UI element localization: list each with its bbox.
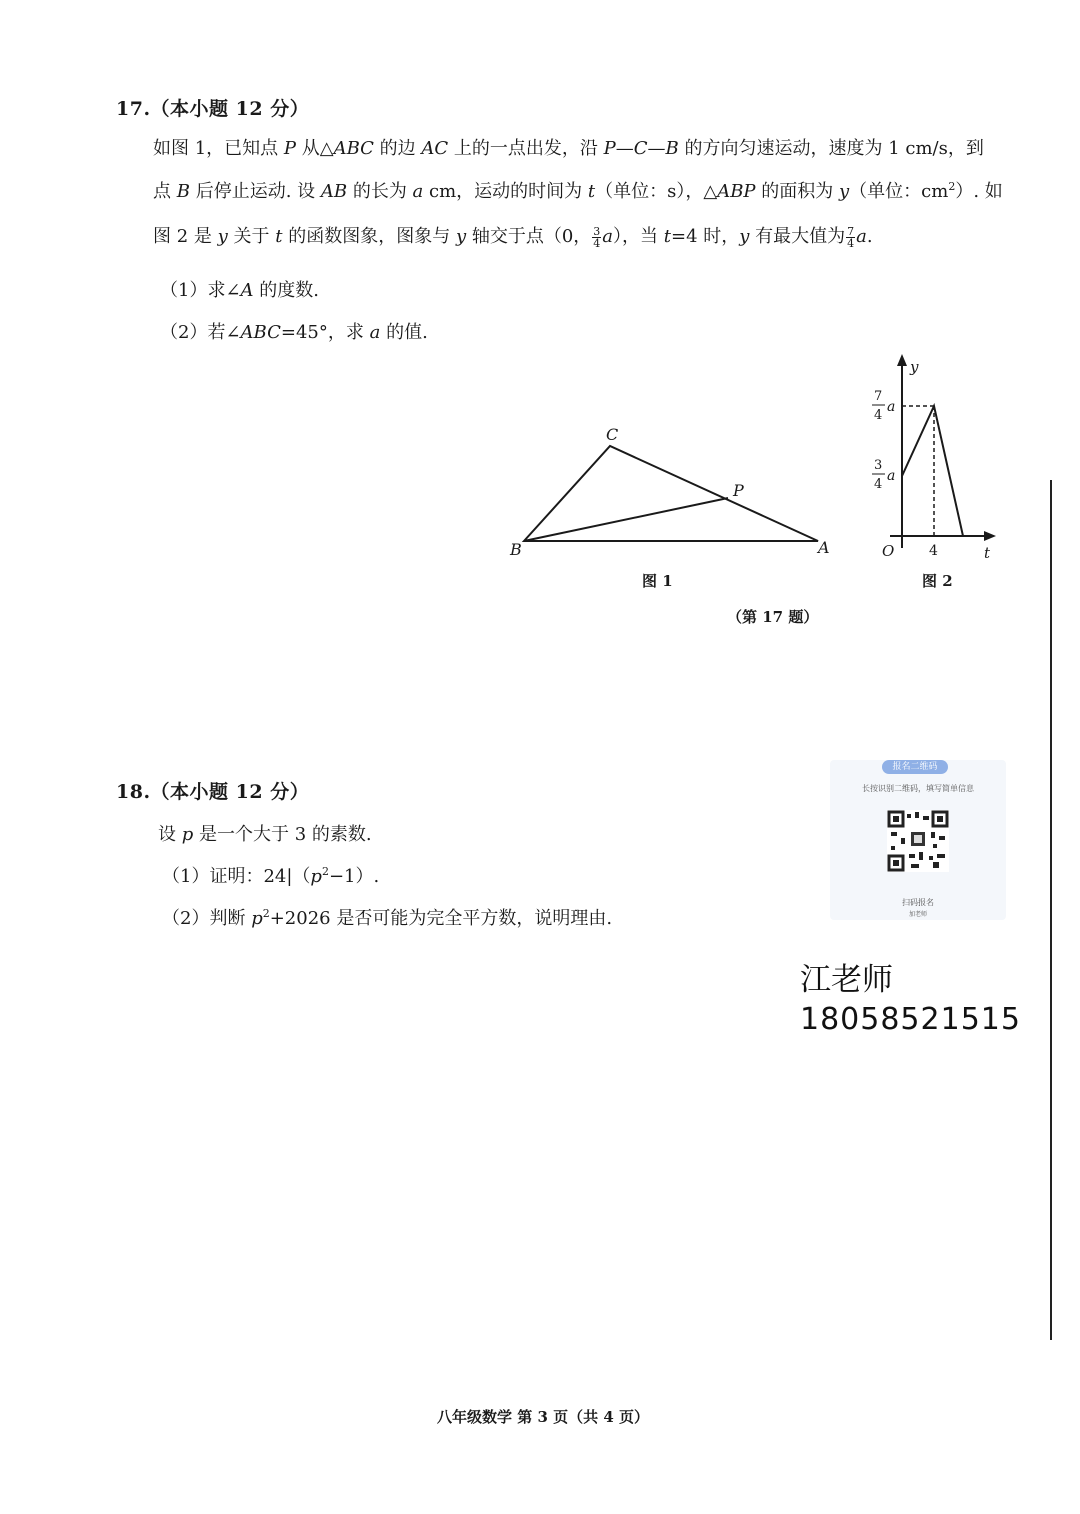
var-ABC: ABC — [240, 322, 281, 343]
var-p: p — [181, 824, 194, 845]
var-y: y — [455, 226, 467, 247]
text: ）. 如 — [955, 181, 1003, 202]
intercept-fraction-denominator: 4 — [874, 477, 883, 492]
text: 有最大值为 — [749, 226, 846, 247]
qr-caption: 扫码报名 — [902, 898, 934, 907]
figure-1-caption: 图 1 — [642, 572, 673, 590]
y-axis-label: y — [910, 358, 919, 376]
var-t: t — [587, 181, 596, 202]
var-a: a — [602, 226, 614, 247]
q18-heading: 18.（本小题 12 分） — [116, 781, 310, 803]
exponent: 2 — [262, 907, 270, 920]
text: （1）证明：24|（ — [162, 866, 311, 887]
max-fraction-denominator: 4 — [874, 408, 883, 423]
q17-line-2 — [153, 177, 1003, 203]
contact-name: 江老师 — [800, 962, 893, 998]
exponent: 2 — [948, 180, 956, 193]
qr-code-icon[interactable] — [887, 810, 949, 872]
text: ），当 — [613, 226, 664, 247]
text: （2）若∠ — [160, 322, 241, 343]
var-AB: AB — [320, 181, 348, 202]
label-b: B — [510, 540, 522, 559]
numerator: 7 — [847, 224, 855, 238]
text: −1）. — [328, 866, 380, 887]
var-a: a — [856, 226, 867, 247]
figure-2-graph — [860, 352, 1000, 602]
var-P: P — [283, 138, 297, 159]
text: 点 — [153, 181, 177, 202]
denominator: 4 — [593, 236, 601, 250]
figure-1-triangle — [500, 420, 840, 600]
text: cm，运动的时间为 — [423, 181, 588, 202]
page-footer: 八年级数学 第 3 页（共 4 页） — [437, 1408, 649, 1426]
var-y: y — [739, 226, 750, 247]
text: 后停止运动. 设 — [189, 181, 321, 202]
text: （单位：cm — [849, 181, 949, 202]
qr-badge: 报名二维码 — [882, 760, 948, 774]
text: 上的一点出发，沿 — [448, 138, 604, 159]
label-c: C — [606, 425, 619, 444]
var-AC: AC — [421, 138, 449, 159]
var-A: A — [240, 280, 254, 301]
label-a: A — [818, 538, 830, 557]
qr-sub-caption: 加老师 — [908, 911, 927, 918]
text: =4 时， — [671, 226, 740, 247]
q18-sub-1 — [162, 862, 379, 888]
qr-hint: 长按识别二维码，填写简单信息 — [862, 784, 974, 793]
q18-stem — [158, 820, 372, 846]
segment-bp — [524, 498, 728, 541]
text: 设 — [158, 824, 182, 845]
t-axis-arrow — [984, 531, 996, 541]
max-fraction-a: a — [887, 399, 896, 415]
text: （2）判断 — [162, 908, 252, 929]
triangle-abc — [524, 446, 818, 541]
var-y: y — [217, 226, 228, 247]
text: 的长为 — [347, 181, 413, 202]
var-ABC: ABC — [333, 138, 374, 159]
text: 是一个大于 3 的素数. — [193, 824, 372, 845]
t-axis-label: t — [984, 544, 991, 562]
var-B: B — [176, 181, 190, 202]
tick-4-label: 4 — [929, 543, 938, 559]
var-a: a — [412, 181, 424, 202]
text: 如图 1，已知点 — [153, 138, 284, 159]
var-t: t — [275, 226, 283, 247]
text: 从△ — [296, 138, 334, 159]
text: 关于 — [227, 226, 276, 247]
var-p: p — [251, 908, 263, 929]
text: 的函数图象，图象与 — [282, 226, 456, 247]
text: +2026 是否可能为完全平方数，说明理由. — [269, 908, 613, 929]
exponent: 2 — [321, 865, 329, 878]
numerator: 3 — [593, 224, 601, 238]
qr-registration-card[interactable] — [830, 760, 1006, 920]
text: （单位：s），△ — [595, 181, 718, 202]
q17-sub-1 — [160, 276, 319, 302]
text: 的面积为 — [755, 181, 839, 202]
text: 轴交于点（0， — [466, 226, 592, 247]
intercept-fraction-numerator: 3 — [874, 458, 883, 473]
text: 的边 — [373, 138, 422, 159]
var-path: P—C—B — [603, 138, 679, 159]
q17-line-1 — [153, 134, 984, 160]
q17-heading: 17.（本小题 12 分） — [116, 98, 310, 120]
text: 的度数. — [253, 280, 319, 301]
var-y: y — [839, 181, 850, 202]
var-a: a — [369, 322, 381, 343]
origin-label: O — [882, 542, 895, 560]
max-fraction-numerator: 7 — [874, 389, 883, 404]
denominator: 4 — [847, 236, 855, 250]
label-p: P — [733, 481, 744, 500]
q17-sub-2 — [160, 318, 428, 344]
var-ABP: ABP — [717, 181, 756, 202]
intercept-fraction-a: a — [887, 468, 896, 484]
contact-phone: 18058521515 — [800, 1002, 1021, 1037]
fraction-3-4 — [592, 226, 601, 249]
figure-2-caption: 图 2 — [922, 572, 953, 590]
function-graph — [902, 406, 963, 536]
text: 的值. — [380, 322, 428, 343]
var-t: t — [663, 226, 671, 247]
q18-sub-2 — [162, 904, 612, 930]
scan-edge-line — [1050, 480, 1052, 1340]
var-p: p — [310, 866, 322, 887]
fraction-7-4 — [846, 226, 855, 249]
text: =45°，求 — [280, 322, 370, 343]
text: （1）求∠ — [160, 280, 241, 301]
text: 的方向匀速运动，速度为 1 cm/s，到 — [678, 138, 984, 159]
text: 图 2 是 — [153, 226, 218, 247]
text: . — [866, 226, 873, 247]
q17-line-3 — [153, 222, 873, 249]
q17-figure-caption: （第 17 题） — [727, 608, 819, 626]
y-axis-arrow — [897, 354, 907, 366]
